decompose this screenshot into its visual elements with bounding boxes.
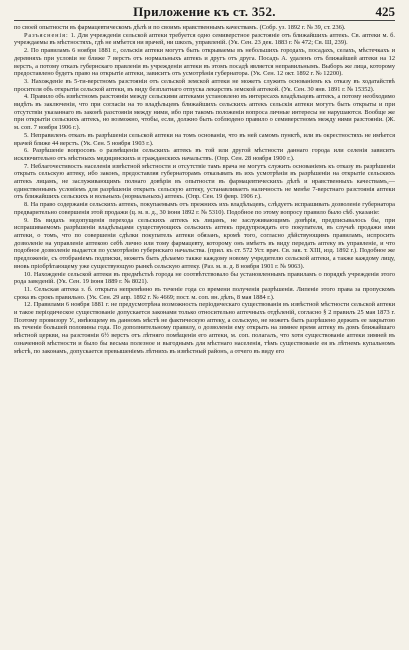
paragraph <box>14 147 395 162</box>
paragraph-text: 8. На право содержанія сельскихъ аптекъ, покупаемымъ отъ прежнихъ ихъ владѣльцевъ, слѣдуетъ испрашивать дозволеніе губернатора предварительно совершенія этой продажи (ц. м. в. д., 30 іюня 1892 г. № 5310). Подобное по этому вопросу правило было сѣб. указаніе: <box>14 201 395 216</box>
paragraph-text: 7. Неблагочестивость населенія извѣстной мѣстности и отсутствіе тамъ врача не могутъ служить основаніемъ къ отказу въ разрѣшеніи открыть сельскую аптеку, ибо законъ, предоставляя губернаторамъ отказывать въ ихъ усмотрѣніи въ разрѣшеніи на открытіе сельскихъ аптекъ лицамъ, не заслуживающимъ полнаго довѣрія въ опытности въ фармацевтическихъ дѣлѣ и нравственныхъ качествамъ,—единственнымъ условіемъ для разрѣшенія открыть сельскую аптеку, устанавливаетъ наличность не менѣе 7-верстнаго разстоянія аптеки отъ ближайшихъ сельскихъ и вольныхъ (нормальныхъ) аптекъ. (Опр. Сен. 19 февр. 1906 г.). <box>14 162 395 201</box>
paragraph <box>14 32 395 47</box>
paragraph <box>14 93 395 132</box>
section-heading: Разъясненія: <box>24 31 69 39</box>
paragraph <box>14 47 395 78</box>
paragraph-text: 6. Разрѣшеніе вопросовъ о размѣщеніи сельскихъ аптекъ въ той или другой мѣстности даннаго города или селенія зависитъ исключительно отъ мѣстныхъ медицинскихъ и гражданскихъ начальствъ. (Опр. Сен. 28 ноября 1900 г.). <box>14 147 395 162</box>
paragraph <box>14 24 395 32</box>
paragraph-text: 10. Нахожденіе сельской аптеки въ предмѣстьѣ города не соотвѣтствовало бы установленнымъ правиламъ о порядкѣ учрежденія этого рода заведеній. (Ук. Сен. 19 іюня 1889 г. № 8021). <box>14 270 395 286</box>
paragraph-text: 2. По правиламъ 6 ноября 1881 г., сельскія аптеки могутъ быть открываемы въ небольшихъ городахъ, посадахъ, селахъ, мѣстечкахъ и деревняхъ при условіи не ближе 7 верстъ отъ нормальныхъ аптекъ и другъ отъ друга. Посадъ А. удаленъ отъ ближайшей аптеки на 12 верстъ, а потому отказъ губернскаго правленія въ учрежденіи аптеки въ этомъ посадѣ является неправильнымъ. Выборъ же лица, которому предоставлено будетъ право на открытіе аптеки, зависитъ отъ усмотрѣнія губернатора. (Ук. Сен. 12 окт. 1892 г. № 12200). <box>14 47 395 78</box>
paragraph <box>14 271 395 286</box>
paragraph-text: 1. Для учрежденія сельской аптеки требуется одно семиверстное разстояніе отъ ближайшихъ аптекъ. Св. аптеки м. б. учреждаемы въ мѣстностяхъ, гдѣ не имѣется ни врачей, ни школъ, управленій. (Ук. Сен. 23 дек. 1883 г. № 472; Св. Ш, 239). <box>14 31 395 47</box>
paragraph-text: 5. Неправиленъ отказъ въ разрѣшеніи сельской аптеки на томъ основаніи, что въ ней самомъ пунктѣ, или въ окрестностяхъ не имѣется врачей ближе 44 верстъ. (Ук. Сен. 5 ноября 1903 г.). <box>14 131 395 147</box>
paragraph <box>14 132 395 147</box>
paragraph <box>14 163 395 202</box>
paragraph-text: 4. Правило объ извѣстномъ разстояніи между сельскими аптеками установлено въ интересахъ владѣльцевъ аптекъ, а потому необходимо видѣть въ заключеніи, что при согласіи на то владѣльцевъ ближайшихъ сельскихъ аптекъ сельскія аптеки могутъ быть открыты и при отсутствіи указаннаго въ законѣ разстоянія между ними, ибо при такомъ положеніи вопроса личные интересы не нарушаются. Вообще же при открытіи сельскихъ аптекъ, но возможно, чтобы, если, должно быть соблюдено правило о семиверстномъ между ними разстояніи. (Ж. м. соп. 7 ноября 1906 г.). <box>14 93 395 132</box>
running-title: Приложение къ ст. 352. <box>133 4 276 19</box>
paragraph-text: 9. Въ видахъ недопущенія перехода сельскихъ аптекъ къ лицамъ, не заслуживающимъ довѣрія, предписывалось бы, при испрашиваемомъ разрѣшеніи владѣльцами существующихъ сельскихъ аптекъ предупреждать его покупателя, въ случаѣ продажи ими аптеки, о томъ, что по совершеніи сдѣлки покупатель аптеки обязанъ, кромѣ того, согласно дѣйствующимъ правиламъ, испросить дозволеніе на управленіе аптекою себѣ лично или тому фармацевту, которому онъ имѣетъ въ виду передать аптеку въ управленіе, и что подобное дозволеніе выдается по усмотрѣнію губернскаго начальства. (прил. къ ст. 572 Уст. врач. Св. зак. т. XIII, изд. 1892 г.). Подобное же предложеніе, съ отобраніемъ подписки, можетъ быть дѣлаемо также каждому новому учредителю сельской аптеки, а также каждому лицу, вновь пріобрѣтающему уже существующую рынкѣ сельскую аптеку. (Раз. м. в. д. 8 ноября 1901 г. № 9063). <box>14 216 395 270</box>
paragraph <box>14 217 395 271</box>
page-header <box>14 4 395 21</box>
page-body <box>14 24 395 355</box>
paragraph <box>14 78 395 93</box>
paragraph-text: по своей опытности въ фармацевтическомъ дѣлѣ и по своимъ нравственнымъ качествамъ. (Собр. уз. 1892 г. № 39, ст. 236). <box>14 24 346 31</box>
paragraph <box>14 301 395 355</box>
page-number: 425 <box>375 4 395 19</box>
paragraph-text: 12. Правилами 6 ноября 1881 г. не предусмотрѣна возможность періодическаго существованія въ извѣстной мѣстности сельской аптеки и такое періодическое существованіе допускается законами только относительно аптечныхъ отдѣленій, согласно § 2 правилъ 25 мая 1873 г. Поэтому провизору У., имѣющему въ данномъ мѣстѣ не фактическую аптеку, а сельскую, не можетъ быть разрѣшено держать ее закрытою въ теченіе большей половины года. По дополнительному правилу, о дозволеніи ему открыть на зимнее время аптеку въ домъ ближайшаго мѣстной церкви, на разстояніи 6½ верстъ отъ лѣтняго помѣщенія его аптеки, м. соп. полагалъ, что хотя существованіе аптеки зимней въ означенной мѣстности и было бы весьма полезное и выгоднымъ для мѣстнаго населенія, тѣмъ существованіе ея въ лѣтнемъ купальномъ мѣстѣ, по законамъ, допускается превышеніемъ лѣтнихъ въ извѣстный районъ, а отчего въ виду его <box>14 301 395 355</box>
paragraph <box>14 286 395 301</box>
paragraph-text: 3. Нахожденіе въ 5-ти-верстномъ разстояніи отъ сельской земской аптеки не можетъ служить основаніемъ къ отказу въ ходатайствѣ просителя объ открытіи сельской аптеки, въ виду безплатнаго отпуска лекарствъ земской аптекой. (Ук. Сен. 30 янв. 1891 г. № 15352). <box>14 77 395 93</box>
paragraph-text: 11. Сельская аптека з. б. открыта непремѣнно въ теченіе года со времени полученія разрѣшенія. Липеніе этого права за пропускомъ срока въ срокъ правильно. (Ук. Сен. 29 апр. 1892 г. № 4669; пост. м. соп. вн. дѣлъ, 8 мая 1884 г.). <box>14 285 395 301</box>
paragraph <box>14 201 395 216</box>
